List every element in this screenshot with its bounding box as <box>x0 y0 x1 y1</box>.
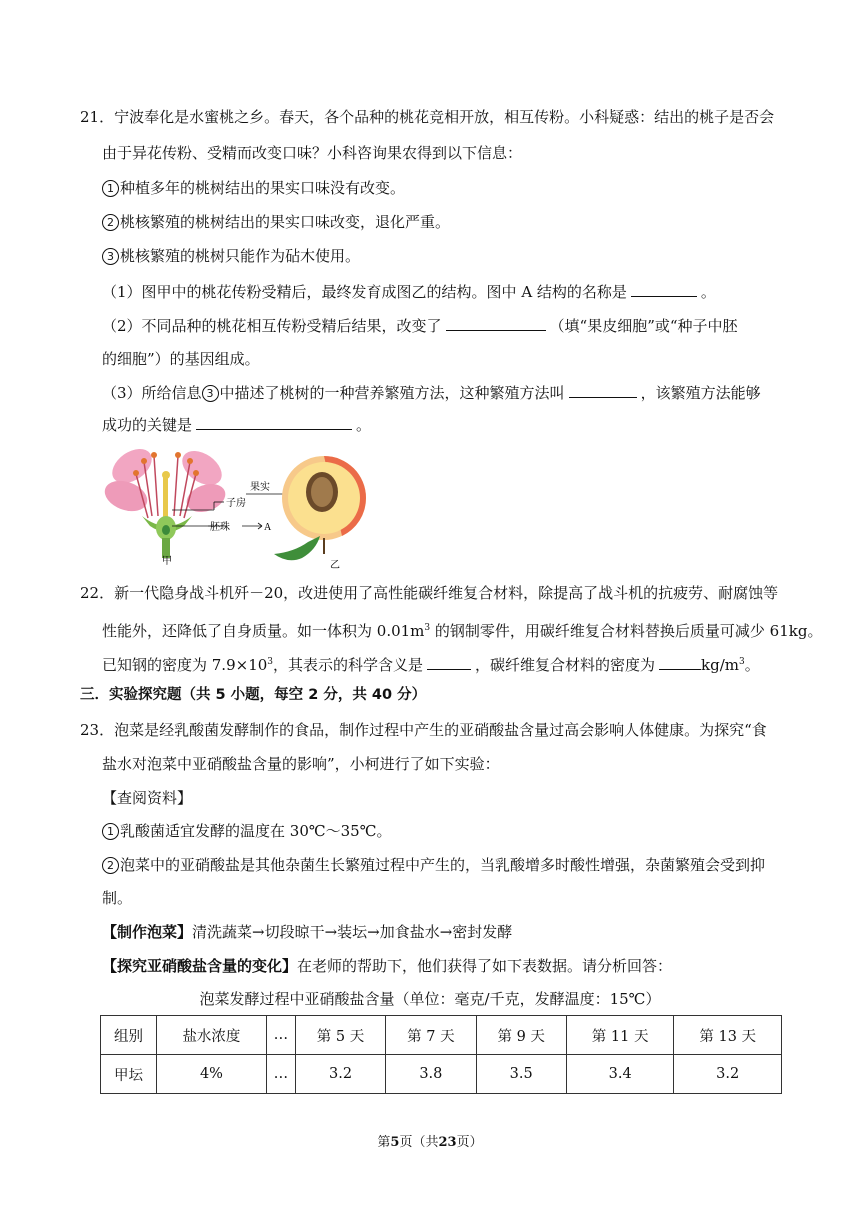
table-cell: 3.2 <box>295 1055 385 1094</box>
q23-ref-1: 1 乳酸菌适宜发酵的温度在 30℃～35℃。 <box>102 821 392 841</box>
q22-line1: 22．新一代隐身战斗机歼－20，改进使用了高性能碳纤维复合材料，除提高了战斗机的抗疲劳、耐腐蚀等 <box>80 584 779 602</box>
q22-line2: 性能外，还降低了自身质量。如一体积为 $0.01m^3$ 的钢制零件，用碳纤维复合材料替换后质量可减少 61kg。 <box>102 622 823 640</box>
table-cell: 甲坛 <box>101 1055 157 1094</box>
label-ovule: 胚珠 <box>210 522 230 533</box>
peach-flower-illustration <box>102 446 229 558</box>
circled-number-3: 3 <box>102 248 119 265</box>
q23-make: 【制作泡菜】清洗蔬菜→切段晾干→装坛→加食盐水→密封发酵 <box>102 923 513 941</box>
page-number: 5 <box>390 1135 400 1150</box>
circled-number-2: 2 <box>102 214 119 231</box>
q23-ref-2-cont: 制。 <box>102 889 133 907</box>
circled-number-2: 2 <box>102 857 119 874</box>
peach-fruit-illustration <box>274 456 366 560</box>
table-cell: 3.2 <box>674 1055 782 1094</box>
answer-blank[interactable] <box>631 281 697 297</box>
table-cell: 4% <box>156 1055 266 1094</box>
table-header-cell: 盐水浓度 <box>156 1016 266 1055</box>
q23-explore: 【探究亚硝酸盐含量的变化】在老师的帮助下，他们获得了如下表数据。请分析回答： <box>102 957 673 975</box>
q21-line2: 由于异花传粉、受精而改变口味？小科咨询果农得到以下信息： <box>102 144 523 162</box>
table-header-cell: 第 13 天 <box>674 1016 782 1055</box>
q21-part1: （1）图甲中的桃花传粉受精后，最终发育成图乙的结构。图中 A 结构的名称是 。 <box>102 283 716 301</box>
caption-yi: 乙 <box>330 560 340 571</box>
q23-ref-title: 【查阅资料】 <box>102 789 193 807</box>
caption-jia: 甲 <box>162 556 172 567</box>
table-header-cell: 第 7 天 <box>386 1016 476 1055</box>
table-row <box>101 1055 782 1094</box>
q21-part3: （3）所给信息 3 中描述了桃树的一种营养繁殖方法，这种繁殖方法叫 ，该繁殖方法能够 <box>102 384 761 402</box>
table-cell: 3.5 <box>476 1055 566 1094</box>
page-footer: 第5页（共23页） <box>377 1135 483 1150</box>
table-header-cell: … <box>266 1016 295 1055</box>
answer-blank[interactable] <box>427 654 471 670</box>
label-ovary: 子房 <box>226 498 246 509</box>
table-header-row <box>101 1016 782 1055</box>
circled-number-1: 1 <box>102 823 119 840</box>
table-header-cell: 组别 <box>101 1016 157 1055</box>
q21-part2: （2）不同品种的桃花相互传粉受精后结果，改变了 （填“果皮细胞”或“种子中胚 <box>102 317 738 335</box>
circled-number-1: 1 <box>102 180 119 197</box>
q21-line1: 21．宁波奉化是水蜜桃之乡。春天，各个品种的桃花竞相开放，相互传粉。小科疑惑：结出的桃子是否会 <box>80 108 775 126</box>
answer-blank[interactable] <box>659 654 701 670</box>
nitrite-table <box>100 1015 782 1094</box>
q21-info-1: 1 种植多年的桃树结出的果实口味没有改变。 <box>102 178 405 198</box>
table-header-cell: 第 11 天 <box>566 1016 674 1055</box>
page-total: 23 <box>438 1135 457 1150</box>
q21-part3-cont: 成功的关键是 。 <box>102 416 372 434</box>
q22-line3: 已知钢的密度为 $7.9\times 10^3$，其表示的科学含义是 ，碳纤维复合材料的密度为 $kg/m^3$。 <box>102 656 760 674</box>
table-cell: 3.4 <box>566 1055 674 1094</box>
table-caption: 泡菜发酵过程中亚硝酸盐含量（单位：毫克/千克，发酵温度：15℃） <box>199 990 661 1008</box>
q23-line2: 盐水对泡菜中亚硝酸盐含量的影响”，小柯进行了如下实验： <box>102 755 500 773</box>
table-cell: … <box>266 1055 295 1094</box>
answer-blank[interactable] <box>446 315 546 331</box>
label-A: A <box>264 522 272 533</box>
q21-info-2: 2 桃核繁殖的桃树结出的果实口味改变，退化严重。 <box>102 212 450 232</box>
q21-info-3: 3 桃核繁殖的桃树只能作为砧木使用。 <box>102 246 360 266</box>
answer-blank[interactable] <box>196 414 352 430</box>
q21-part2-cont: 的细胞”）的基因组成。 <box>102 350 260 368</box>
q23-ref-2: 2 泡菜中的亚硝酸盐是其他杂菌生长繁殖过程中产生的，当乳酸增多时酸性增强，杂菌繁殖会受到抑 <box>102 855 765 875</box>
q23-line1: 23．泡菜是经乳酸菌发酵制作的食品，制作过程中产生的亚硝酸盐含量过高会影响人体健康。为探究“食 <box>80 721 767 739</box>
circled-number-3: 3 <box>202 385 219 402</box>
section-heading: 三．实验探究题（共 5 小题，每空 2 分，共 40 分） <box>80 687 427 703</box>
table-header-cell: 第 9 天 <box>476 1016 566 1055</box>
label-fruit: 果实 <box>250 482 270 493</box>
answer-blank[interactable] <box>569 382 637 398</box>
flower-peach-figure <box>102 446 367 574</box>
table-header-cell: 第 5 天 <box>295 1016 385 1055</box>
table-cell: 3.8 <box>386 1055 476 1094</box>
